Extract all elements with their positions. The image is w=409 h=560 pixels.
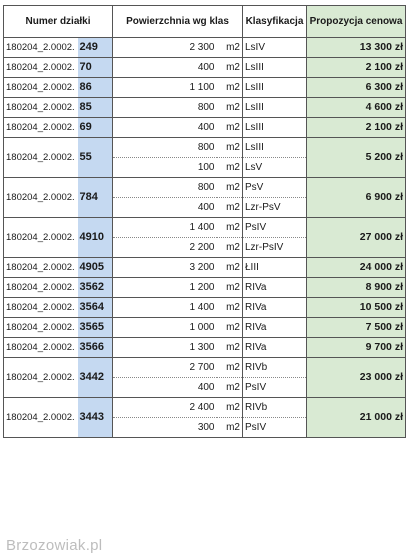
table-row xyxy=(4,298,406,318)
table-row xyxy=(4,258,406,278)
price: 21 000 zł xyxy=(307,398,406,438)
table-row xyxy=(4,118,406,138)
header-price: Propozycja cenowa xyxy=(307,6,406,38)
plot-number: 4905 xyxy=(78,258,113,278)
plots-table xyxy=(3,5,406,438)
table-row xyxy=(4,38,406,58)
area-unit: m2 xyxy=(217,398,243,418)
area-unit: m2 xyxy=(217,358,243,378)
price: 2 100 zł xyxy=(307,58,406,78)
area-unit: m2 xyxy=(217,298,243,318)
table-row xyxy=(4,138,406,158)
classification: RIVa xyxy=(243,278,307,298)
price: 10 500 zł xyxy=(307,298,406,318)
table-row xyxy=(4,278,406,298)
price: 13 300 zł xyxy=(307,38,406,58)
price: 9 700 zł xyxy=(307,338,406,358)
price: 6 900 zł xyxy=(307,178,406,218)
area-value: 800 xyxy=(113,98,217,118)
area-value: 100 xyxy=(113,158,217,178)
area-unit: m2 xyxy=(217,118,243,138)
plot-prefix: 180204_2.0002. xyxy=(4,78,78,98)
plot-prefix: 180204_2.0002. xyxy=(4,98,78,118)
area-unit: m2 xyxy=(217,418,243,438)
area-value: 400 xyxy=(113,118,217,138)
price: 6 300 zł xyxy=(307,78,406,98)
plot-prefix: 180204_2.0002. xyxy=(4,358,78,398)
plot-prefix: 180204_2.0002. xyxy=(4,58,78,78)
area-unit: m2 xyxy=(217,378,243,398)
plot-prefix: 180204_2.0002. xyxy=(4,138,78,178)
classification: LsIII xyxy=(243,58,307,78)
table-row xyxy=(4,178,406,198)
plot-number: 69 xyxy=(78,118,113,138)
price: 27 000 zł xyxy=(307,218,406,258)
plot-number: 784 xyxy=(78,178,113,218)
classification: RIVa xyxy=(243,298,307,318)
plot-prefix: 180204_2.0002. xyxy=(4,338,78,358)
price: 23 000 zł xyxy=(307,358,406,398)
table-row xyxy=(4,338,406,358)
classification: LsIII xyxy=(243,118,307,138)
plot-prefix: 180204_2.0002. xyxy=(4,318,78,338)
area-unit: m2 xyxy=(217,218,243,238)
table-row xyxy=(4,58,406,78)
plot-prefix: 180204_2.0002. xyxy=(4,118,78,138)
plot-number: 85 xyxy=(78,98,113,118)
table-row xyxy=(4,98,406,118)
plot-number: 70 xyxy=(78,58,113,78)
header-area: Powierzchnia wg klas xyxy=(113,6,243,38)
classification: RIVb xyxy=(243,398,307,418)
classification: LsV xyxy=(243,158,307,178)
plot-number: 3564 xyxy=(78,298,113,318)
price: 2 100 zł xyxy=(307,118,406,138)
area-value: 1 400 xyxy=(113,298,217,318)
area-unit: m2 xyxy=(217,38,243,58)
classification: Lzr-PsV xyxy=(243,198,307,218)
area-value: 2 200 xyxy=(113,238,217,258)
classification: PsV xyxy=(243,178,307,198)
plot-prefix: 180204_2.0002. xyxy=(4,258,78,278)
table-row xyxy=(4,78,406,98)
plot-number: 4910 xyxy=(78,218,113,258)
area-unit: m2 xyxy=(217,278,243,298)
classification: LsIV xyxy=(243,38,307,58)
area-value: 400 xyxy=(113,198,217,218)
header-classification: Klasyfikacja xyxy=(243,6,307,38)
header-plot-number: Numer działki xyxy=(4,6,113,38)
plot-number: 3566 xyxy=(78,338,113,358)
price: 24 000 zł xyxy=(307,258,406,278)
classification: RIVa xyxy=(243,338,307,358)
plot-prefix: 180204_2.0002. xyxy=(4,178,78,218)
plot-prefix: 180204_2.0002. xyxy=(4,38,78,58)
classification: PsIV xyxy=(243,378,307,398)
area-unit: m2 xyxy=(217,318,243,338)
area-value: 800 xyxy=(113,138,217,158)
area-value: 3 200 xyxy=(113,258,217,278)
plot-prefix: 180204_2.0002. xyxy=(4,278,78,298)
price: 4 600 zł xyxy=(307,98,406,118)
plot-number: 3443 xyxy=(78,398,113,438)
plot-number: 55 xyxy=(78,138,113,178)
area-value: 2 700 xyxy=(113,358,217,378)
table-body xyxy=(4,38,406,438)
area-unit: m2 xyxy=(217,258,243,278)
price: 5 200 zł xyxy=(307,138,406,178)
price: 7 500 zł xyxy=(307,318,406,338)
plot-number: 86 xyxy=(78,78,113,98)
area-value: 300 xyxy=(113,418,217,438)
area-unit: m2 xyxy=(217,98,243,118)
watermark: Brzozowiak.pl xyxy=(6,537,103,554)
area-unit: m2 xyxy=(217,158,243,178)
area-value: 1 000 xyxy=(113,318,217,338)
table-row xyxy=(4,398,406,418)
table-row xyxy=(4,318,406,338)
table-row xyxy=(4,358,406,378)
plot-prefix: 180204_2.0002. xyxy=(4,398,78,438)
plot-number: 3442 xyxy=(78,358,113,398)
area-value: 400 xyxy=(113,378,217,398)
classification: RIVb xyxy=(243,358,307,378)
classification: Lzr-PsIV xyxy=(243,238,307,258)
area-unit: m2 xyxy=(217,198,243,218)
area-value: 2 300 xyxy=(113,38,217,58)
header-row xyxy=(4,6,406,38)
price: 8 900 zł xyxy=(307,278,406,298)
area-unit: m2 xyxy=(217,338,243,358)
area-unit: m2 xyxy=(217,238,243,258)
area-unit: m2 xyxy=(217,178,243,198)
area-value: 400 xyxy=(113,58,217,78)
classification: LsIII xyxy=(243,98,307,118)
area-value: 2 400 xyxy=(113,398,217,418)
area-unit: m2 xyxy=(217,58,243,78)
area-value: 1 100 xyxy=(113,78,217,98)
classification: RIVa xyxy=(243,318,307,338)
plot-number: 3562 xyxy=(78,278,113,298)
area-unit: m2 xyxy=(217,138,243,158)
classification: ŁIII xyxy=(243,258,307,278)
classification: PsIV xyxy=(243,218,307,238)
plot-number: 3565 xyxy=(78,318,113,338)
table-row xyxy=(4,218,406,238)
classification: LsIII xyxy=(243,138,307,158)
area-value: 800 xyxy=(113,178,217,198)
classification: LsIII xyxy=(243,78,307,98)
plot-number: 249 xyxy=(78,38,113,58)
classification: PsIV xyxy=(243,418,307,438)
plot-prefix: 180204_2.0002. xyxy=(4,298,78,318)
area-value: 1 300 xyxy=(113,338,217,358)
area-unit: m2 xyxy=(217,78,243,98)
area-value: 1 200 xyxy=(113,278,217,298)
plot-prefix: 180204_2.0002. xyxy=(4,218,78,258)
area-value: 1 400 xyxy=(113,218,217,238)
